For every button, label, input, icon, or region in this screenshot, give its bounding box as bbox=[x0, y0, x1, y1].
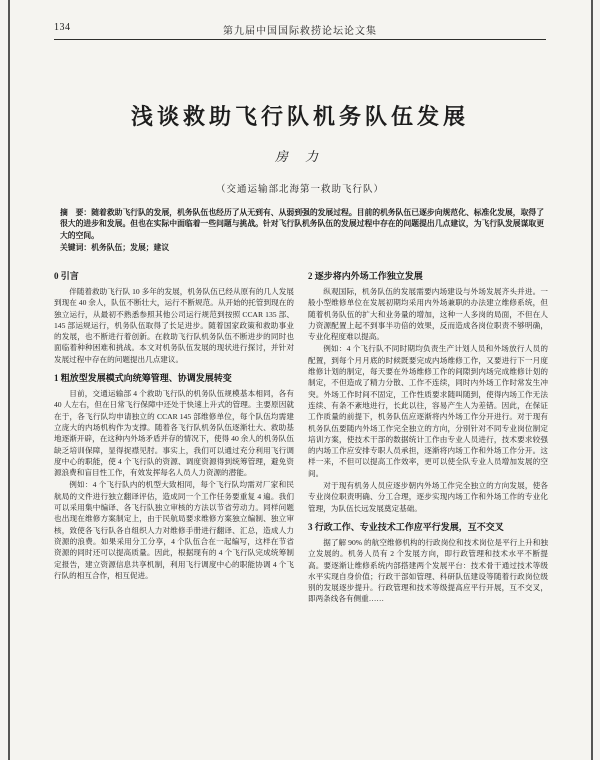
section-2-paragraph: 例如：4 个飞行队不同时期均负责生产计划人员和外场放行人员的配置，到每个月月底的时候既要完成内场维修工作，又要进行下一月度维修计划的制定，每天要在外场维修工作的间隙到内场完成维修计划的制定，不但造成了精力分散、工作不连续，同时内外场工作时常发生冲突。外场工作时间不固定，工作性质要求随叫随到，使得内场工作无法连续、有条不紊地进行，长此以往，容易产生人为差错。因此，在保证工作质量的前提下，机务队伍应逐渐将内外场工作分开进行。对于现有机务队伍要随内外场工作完全独立的方向，分别针对不同专业岗位制定培训方案，使技术干部的数据统计工作由专业人员进行，技术要求较强的内场工作应安排专职人员承担，逐渐将内场工作和外场工作分开。这样一来，不但可以提高工作效率，更可以使全队专业人员增加发展的空间。 bbox=[308, 344, 548, 478]
section-heading-1: 1 粗放型发展模式向统筹管理、协调发展转变 bbox=[54, 373, 232, 384]
keywords-line bbox=[60, 242, 544, 253]
section-1-paragraph: 例如：4 个飞行队内的机型大致相同，每个飞行队均需对厂家和民航局的文件进行独立翻译评估，造成同一个工作任务要重复 4 遍。我们可以采用集中编译、各飞行队独立审核的方法以节省劳动力。同样问题也出现在维修方案制定上，由于民航局要求维修方案独立编制、独立审核，致使各飞行队各自组织人力对维修手册进行翻译、汇总，造成人力资源的浪费。如果采用分工分享，4 个队伍合在一起编写，这样在节省资源的同时还可以提高质量。因此，根据现有的 4 个飞行队完成统筹制定报告，建立资源信息共享机制，利用飞行调度中心的职能协调 4 个飞行队的相互合作，相互促进。 bbox=[54, 480, 294, 580]
author-name: 房 力 bbox=[274, 149, 326, 164]
right-column bbox=[308, 270, 548, 750]
section-heading-0: 0 引言 bbox=[54, 271, 79, 281]
section-2-paragraph: 对于现有机务人员应逐步朝内外场工作完全独立的方向发展，使各专业岗位职责明确、分工合理，逐步实现内场工作和外场工作的专业化管理，为队伍长远发展奠定基础。 bbox=[308, 481, 548, 513]
abstract-paragraph bbox=[60, 207, 544, 241]
running-head-title: 第九届中国国际救捞论坛论文集 bbox=[223, 26, 377, 37]
two-column-body bbox=[54, 270, 548, 750]
abstract-block bbox=[60, 207, 544, 254]
paper-title: 浅谈救助飞行队机务队伍发展 bbox=[130, 104, 469, 129]
header-divider bbox=[54, 39, 546, 40]
page-header bbox=[54, 22, 546, 36]
author-affiliation: （交通运输部北海第一救助飞行队） bbox=[215, 185, 384, 195]
section-1-paragraph: 目前，交通运输部 4 个救助飞行队的机务队伍规模基本相同，各有 40 人左右，但在日常飞行保障中还处于快速上升式的管理。主要原因就在于，各飞行队均申请独立的 CCAR 145 部维修单位，每个队伍均需建立庞大的内场机构作为支撑。随着各飞行队机务队伍逐渐壮大、救助基地逐渐开辟，在这种内外场矛盾并存的情况下，使得 40 余人的机务队伍缺乏培训保障，显得捉襟见肘。事实上，我们可以通过充分利用飞行调度中心的职能，使 4 个飞行队的资源、调度资源得到统筹管理，避免资源浪费和盲目性工作，有效发挥每名人员人力资源的潜能。 bbox=[54, 389, 294, 478]
section-3-paragraph: 据了解 90% 的航空维修机构的行政岗位和技术岗位是平行上升和独立发展的。机务人员有 2 个发展方向，即行政管理和技术水平不断提高。要逐渐让维修系统内部搭建两个发展平台：技术骨干通过技术等级水平实现自身价值；行政干部如管理、科研队伍建设等随着行政岗位级别的发展逐步提升。行政管理和技术等级提高应平行开展，互不交叉，即两条线各有侧重…… bbox=[308, 537, 548, 604]
abstract-label: 摘 要： bbox=[60, 208, 92, 217]
keywords-label: 关键词： bbox=[60, 243, 92, 253]
section-0-paragraph: 伴随着救助飞行队 10 多年的发展，机务队伍已经从原有的几人发展到现在 40 余人，队伍不断壮大，运行不断规范。从开始的托管到现在的独立运行，从最初不熟悉参照其他公司运行规范到按照 CCAR 135 部、145 部运规运行，机务队伍取得了长足进步。随着国家政策和救助事业的发展，也不断进行着创新。在救助飞行队机务队伍不断进步的同时也面临着种种困难和挑战。本文对机务队伍发展的现状进行探讨，并针对发展过程中存在的问题提出几点建议。 bbox=[54, 287, 294, 364]
abstract-text: 随着救助飞行队的发展，机务队伍也经历了从无到有、从弱到强的发展过程。目前的机务队伍已逐步向规范化、标准化发展，取得了很大的进步和发展。但也在实际中面临着一些问题与挑战。针对飞行队机务队伍的发展过程中存在的问题提出几点建议，为飞行队发展谋取更大的空间。 bbox=[60, 208, 545, 240]
section-heading-3: 3 行政工作、专业技术工作应平行发展，互不交叉 bbox=[308, 521, 504, 532]
keywords-text: 机务队伍；发展；建议 bbox=[91, 243, 170, 253]
left-column bbox=[54, 270, 294, 750]
section-2-paragraph: 纵观国际，机务队伍的发展需要内场建设与外场发展齐头并进。一般小型维修单位在发展初期均采用内外场兼职的办法建立维修系统，但随着机务队伍的扩大和业务量的增加，这种一人多岗的局面，不但在人力资源配置上起不到事半功倍的效果，反而造成各岗位职责不够明确，专业化程度难以提高。 bbox=[308, 287, 548, 342]
page-number: 134 bbox=[54, 22, 71, 33]
section-heading-2: 2 逐步将内外场工作独立发展 bbox=[308, 271, 423, 281]
